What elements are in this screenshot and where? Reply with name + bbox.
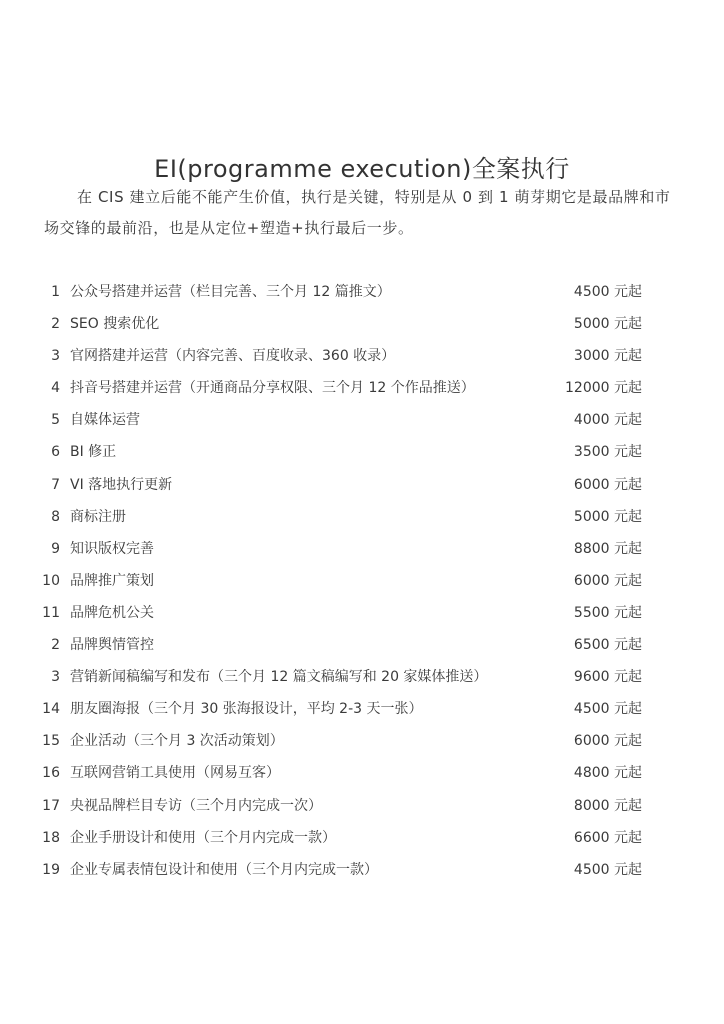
item-number: 3 (51, 348, 60, 365)
item-number: 14 (42, 701, 60, 718)
item-name: 自媒体运营 (70, 412, 140, 429)
item-number: 18 (42, 829, 60, 846)
list-item (0, 308, 724, 340)
list-item (0, 372, 724, 404)
item-price: 8000 元起 (573, 797, 642, 814)
item-number: 2 (51, 637, 60, 654)
service-list (0, 276, 724, 886)
item-name: 品牌危机公关 (70, 604, 154, 621)
item-number: 5 (51, 412, 60, 429)
page-title: EI(programme execution)全案执行 (154, 155, 570, 184)
list-item (0, 725, 724, 757)
item-number: 15 (42, 733, 60, 750)
item-number: 1 (51, 284, 60, 300)
list-item (0, 629, 724, 661)
list-item (0, 276, 724, 308)
item-name: 企业手册设计和使用（三个月内完成一款） (70, 829, 336, 846)
item-price: 3500 元起 (573, 444, 642, 461)
list-item (0, 854, 724, 886)
list-item (0, 404, 724, 436)
item-name: 企业专属表情包设计和使用（三个月内完成一款） (70, 861, 378, 878)
list-item (0, 597, 724, 629)
item-number: 8 (51, 508, 60, 525)
item-price: 3000 元起 (573, 348, 642, 365)
item-name: 企业活动（三个月 3 次活动策划） (70, 733, 284, 750)
item-name: 知识版权完善 (70, 540, 154, 557)
list-item (0, 790, 724, 822)
item-price: 4500 元起 (573, 284, 642, 300)
item-name: 互联网营销工具使用（网易互客） (70, 765, 280, 782)
item-number: 2 (51, 316, 60, 333)
intro-paragraph: 在 CIS 建立后能不能产生价值，执行是关键，特别是从 0 到 1 萌芽期它是最品牌和市场交锋的最前沿，也是从定位+塑造+执行最后一步。 (44, 188, 671, 237)
item-price: 6600 元起 (573, 829, 642, 846)
item-price: 4500 元起 (573, 701, 642, 718)
list-item (0, 469, 724, 501)
item-number: 11 (42, 604, 60, 621)
list-item (0, 757, 724, 789)
item-name: 官网搭建并运营（内容完善、百度收录、360 收录） (70, 348, 396, 365)
item-price: 4000 元起 (573, 412, 642, 429)
item-price: 8800 元起 (573, 540, 642, 557)
item-number: 6 (51, 444, 60, 461)
item-number: 17 (42, 797, 60, 814)
item-price: 6500 元起 (573, 637, 642, 654)
item-price: 6000 元起 (573, 572, 642, 589)
item-name: 品牌舆情管控 (70, 637, 154, 654)
item-name: VI 落地执行更新 (70, 476, 173, 493)
item-name: SEO 搜索优化 (70, 316, 160, 333)
item-name: 品牌推广策划 (70, 572, 154, 589)
list-item (0, 693, 724, 725)
item-price: 5500 元起 (573, 604, 642, 621)
item-price: 6000 元起 (573, 476, 642, 493)
item-name: 公众号搭建并运营（栏目完善、三个月 12 篇推文） (70, 284, 391, 300)
list-item (0, 340, 724, 372)
item-price: 5000 元起 (573, 316, 642, 333)
item-number: 16 (42, 765, 60, 782)
item-name: 央视品牌栏目专访（三个月内完成一次） (70, 797, 322, 814)
item-price: 12000 元起 (565, 380, 642, 397)
item-name: 朋友圈海报（三个月 30 张海报设计，平均 2-3 天一张） (70, 701, 423, 718)
list-item (0, 565, 724, 597)
item-name: BI 修正 (70, 444, 117, 461)
item-number: 9 (51, 540, 60, 557)
item-price: 6000 元起 (573, 733, 642, 750)
list-item (0, 436, 724, 468)
item-price: 5000 元起 (573, 508, 642, 525)
list-item (0, 533, 724, 565)
item-name: 抖音号搭建并运营（开通商品分享权限、三个月 12 个作品推送） (70, 380, 475, 397)
item-number: 4 (51, 380, 60, 397)
item-number: 7 (51, 476, 60, 493)
list-item (0, 822, 724, 854)
list-item (0, 661, 724, 693)
item-price: 4500 元起 (573, 861, 642, 878)
item-price: 9600 元起 (573, 669, 642, 686)
item-name: 商标注册 (70, 508, 126, 525)
item-number: 19 (42, 861, 60, 878)
item-number: 3 (51, 669, 60, 686)
item-price: 4800 元起 (573, 765, 642, 782)
item-number: 10 (42, 572, 60, 589)
list-item (0, 501, 724, 533)
item-name: 营销新闻稿编写和发布（三个月 12 篇文稿编写和 20 家媒体推送） (70, 669, 488, 686)
